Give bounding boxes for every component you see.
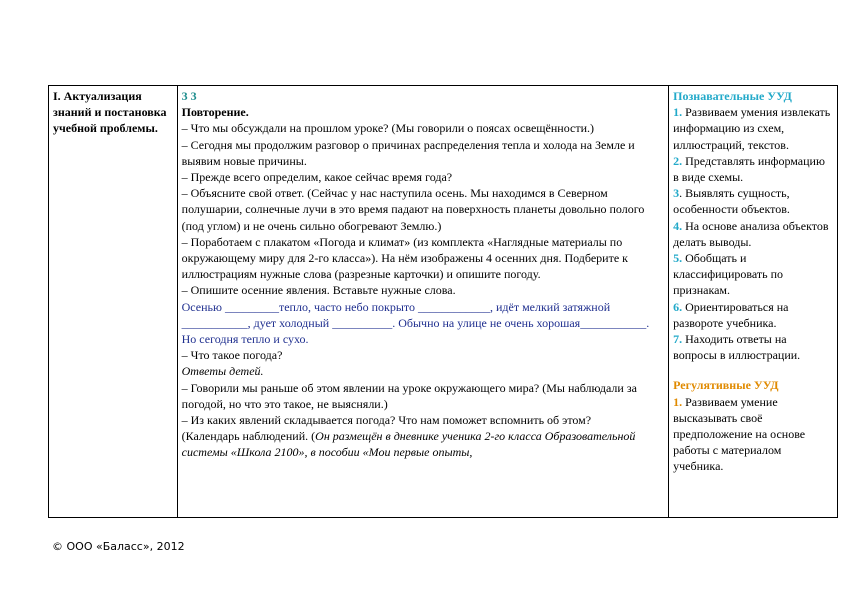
- content-line: – Говорили мы раньше об этом явлении на уроке окружающего мира? (Мы наблюдали за погодой, но что это такое, не выясняли.): [181, 380, 637, 411]
- lesson-table: [48, 85, 838, 518]
- content-cell: [177, 86, 668, 518]
- cognitive-uud-title: Познавательные УУД: [673, 89, 792, 103]
- content-line: – Из каких явлений складывается погода? Что нам поможет вспомнить об этом?: [181, 413, 592, 428]
- spacer: [673, 363, 833, 377]
- content-line: – Сегодня мы продолжим разговор о причинах распределения тепла и холода на Земле и выявим новые причины.: [181, 137, 635, 168]
- content-line: – Объясните свой ответ. (Сейчас у нас наступила осень. Мы находимся в Северном полушарии, солнечные лучи в это время падают на поверхность планеты довольно полого (под углом) и не очень сильно обогревают Землю.): [181, 186, 645, 233]
- uud-item: 3. Выявлять сущность, особенности объектов.: [673, 186, 790, 217]
- content-line: – Что такое погода?: [181, 348, 283, 363]
- stage-cell: [49, 86, 178, 518]
- content-line: – Прежде всего определим, какое сейчас время года?: [181, 170, 453, 185]
- uud-cell: [669, 86, 838, 518]
- regulative-uud-title: Регулятивные УУД: [673, 378, 779, 393]
- calendar-source: Он размещён в дневнике ученика 2-го класса Образовательной системы «Школа 2100», в пособии «Мои первые опыты,: [181, 429, 636, 460]
- uud-item: 1. Развиваем умения извлекать информацию из схем, иллюстраций, текстов.: [673, 105, 831, 152]
- section-heading: Повторение.: [181, 105, 249, 120]
- content-line: – Поработаем с плакатом «Погода и климат» (из комплекта «Наглядные материалы по окружающему миру для 2-го класса»). На нём изображены 4 осенних дня. Подберите к иллюстрациям нужные слова (разрезные карточки) и опишите погоду.: [181, 234, 628, 282]
- copyright-footer: © ООО «Баласс», 2012: [52, 540, 185, 553]
- calendar-lead: (Календарь наблюдений. (: [181, 429, 316, 444]
- slide-numbers: 3 3: [181, 89, 197, 103]
- uud-item: 1. Развиваем умение высказывать своё предположение на основе работы с материалом учебника.: [673, 394, 806, 474]
- content-line: – Опишите осенние явления. Вставьте нужные слова.: [181, 283, 456, 298]
- content-line: – Что мы обсуждали на прошлом уроке? (Мы говорили о поясах освещённости.): [181, 121, 595, 136]
- calendar-line: [182, 428, 664, 460]
- uud-item: 5. Обобщать и классифицировать по признакам.: [673, 251, 784, 298]
- uud-item: 6. Ориентироваться на развороте учебника.: [673, 299, 789, 330]
- uud-item: 2. Представлять информацию в виде схемы.: [673, 153, 825, 185]
- uud-item: 4. На основе анализа объектов делать выводы.: [673, 218, 829, 249]
- table-row: [49, 86, 838, 518]
- answers-note: Ответы детей.: [181, 364, 264, 379]
- uud-item: 7. Находить ответы на вопросы в иллюстрации.: [673, 332, 801, 363]
- fill-in-text: Осенью _________тепло, часто небо покрыто ____________, идёт мелкий затяжной ___________, дует холодный __________. Обычно на улице не очень хорошая___________. Но сегодня тепло и сухо.: [181, 299, 650, 347]
- stage-title: I. Актуализация знаний и постановка учебной проблемы.: [53, 89, 167, 136]
